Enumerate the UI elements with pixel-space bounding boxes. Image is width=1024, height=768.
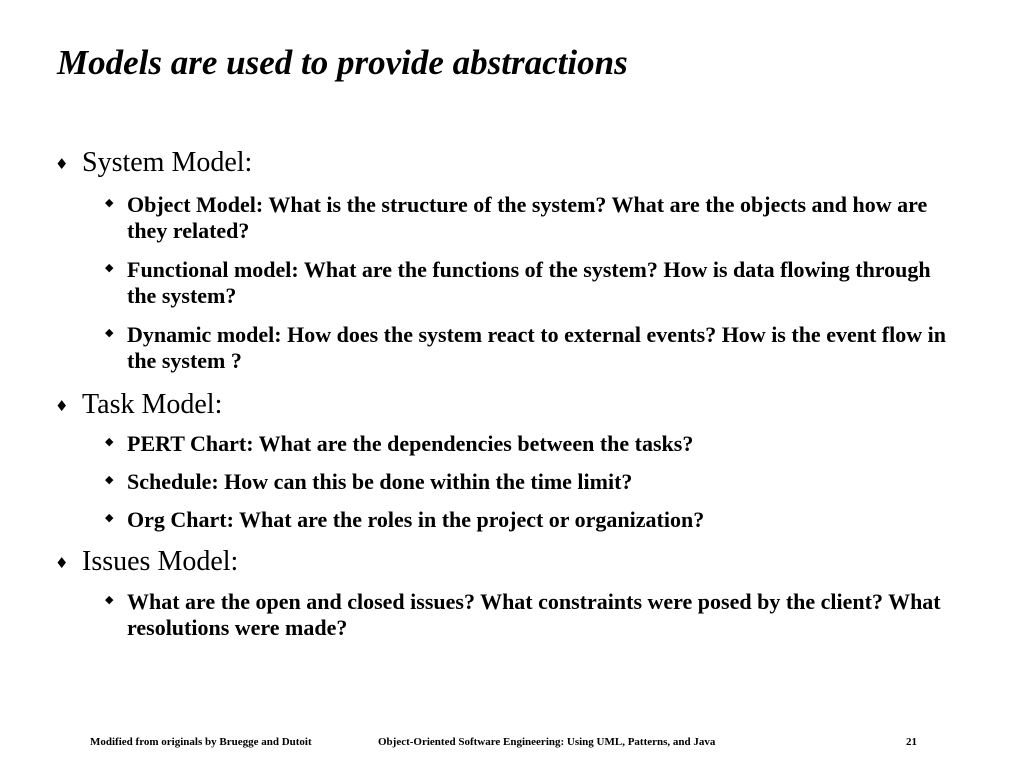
diamond-bullet-icon: ◆ [105, 326, 114, 339]
diamond-bullet-icon: ◆ [105, 261, 114, 274]
diamond-bullet-icon: ♦ [55, 155, 69, 173]
section-label: Issues Model: [82, 546, 239, 577]
list-item-text: Functional model: What are the functions of the system? How is data flowing through the system? [127, 257, 931, 308]
section-label: System Model: [82, 147, 253, 178]
page-number: 21 [906, 736, 917, 748]
list-item-text: Schedule: How can this be done within the time limit? [127, 469, 633, 494]
diamond-bullet-icon: ♦ [55, 554, 69, 572]
diamond-bullet-icon: ◆ [105, 511, 114, 524]
list-item-text: Object Model: What is the structure of the system? What are the objects and how are they related? [127, 192, 928, 243]
section-label: Task Model: [82, 389, 223, 420]
slide-title: Models are used to provide abstractions [57, 43, 628, 82]
diamond-bullet-icon: ◆ [105, 196, 114, 209]
list-item-text: Dynamic model: How does the system react to external events? How is the event flow in the system ? [127, 322, 946, 373]
diamond-bullet-icon: ◆ [105, 593, 114, 606]
list-item-text: What are the open and closed issues? What constraints were posed by the client? What resolutions were made? [127, 589, 941, 640]
list-item-text: PERT Chart: What are the dependencies between the tasks? [127, 431, 694, 456]
footer-credit: Modified from originals by Bruegge and Dutoit [90, 736, 312, 748]
diamond-bullet-icon: ◆ [105, 435, 114, 448]
diamond-bullet-icon: ♦ [55, 397, 69, 415]
footer-course-title: Object-Oriented Software Engineering: Using UML, Patterns, and Java [378, 736, 716, 748]
diamond-bullet-icon: ◆ [105, 473, 114, 486]
list-item-text: Org Chart: What are the roles in the project or organization? [127, 507, 705, 532]
